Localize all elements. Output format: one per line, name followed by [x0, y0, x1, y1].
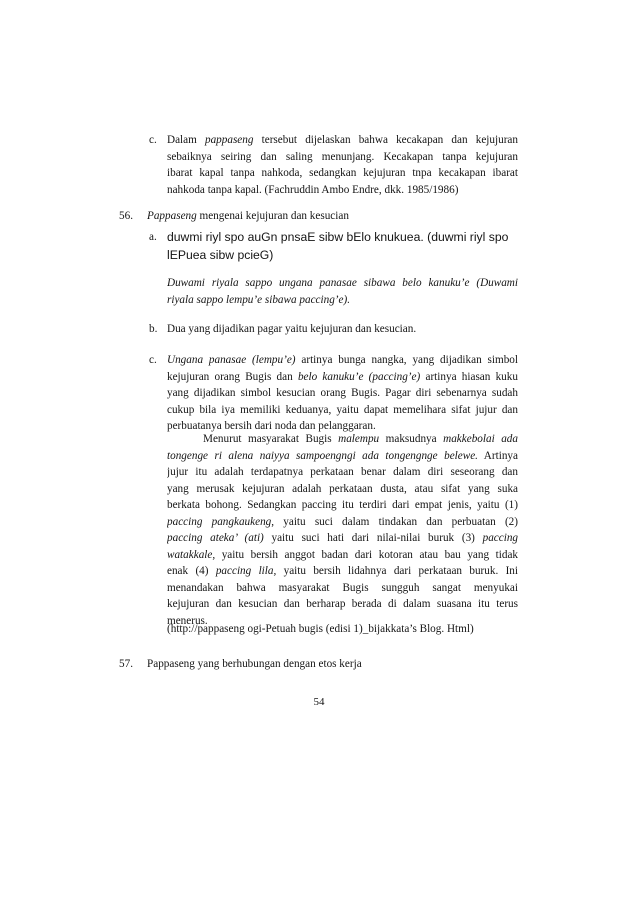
item-56-heading-rest: mengenai kejujuran dan kesucian [196, 210, 349, 222]
text-run: Menurut masyarakat Bugis [203, 433, 339, 445]
item-56c-paragraph-1 [167, 352, 518, 435]
text-line [167, 165, 518, 182]
text-run: menerus. [167, 614, 208, 627]
text-run: tersebut dijelaskan bahwa kecakapan dan kejujuran [253, 134, 518, 146]
text-run: berkata bohong. Sedangkan paccing itu terdiri dari empat jenis, yaitu (1) [167, 499, 518, 511]
text-line [167, 547, 518, 564]
text-line [167, 385, 518, 402]
item-56b-text: Dua yang dijadikan pagar yaitu kejujuran dan kesucian. [167, 323, 417, 335]
italic-text: malempu [338, 433, 380, 445]
page-number: 54 [313, 696, 325, 708]
italic-text: tongenge ri alena naiyya sampoengngi ada tongengnge belewe. [167, 449, 478, 462]
text-line [167, 149, 518, 166]
text-line [167, 132, 518, 149]
bugis-text-line-1: duwmi riyl spo auGn pnsaE sibw bElo knukuea. (duwmi riyl spo [167, 230, 509, 244]
italic-text: Ungana panasae (lempu’e) [167, 354, 296, 366]
text-run: kejujuran dan kesucian dan berharap berada di dalam suasana itu terus [167, 598, 518, 610]
text-run: yang dijadikan simbol kesucian orang Bugis. Pagar diri sebenarnya sudah [167, 387, 518, 399]
text-run: yaitu suci hati dari nilai-nilai buruk (3) [263, 532, 483, 544]
italic-text: paccing [482, 532, 518, 544]
text-run: yaitu bersih anggot badan dari kotoran atau bau yang tidak [215, 548, 518, 561]
text-run: jujur itu adalah terdapatnya perkataan benar dalam diri seseorang dan [167, 466, 518, 478]
italic-text: paccing pangkaukeng [167, 515, 272, 528]
text-line [167, 182, 518, 199]
text-line [167, 563, 518, 580]
text-line [167, 580, 518, 597]
text-run: artinya hiasan kuku [420, 370, 518, 383]
text-run: cukup bila iya memiliki keduanya, yaitu dapat memelihara sifat jujur dan [167, 403, 518, 416]
text-run: nahkoda tanpa kapal. (Fachruddin Ambo Endre, dkk. 1985/1986) [167, 183, 459, 196]
item-56-heading-italic: Pappaseng [147, 210, 197, 222]
text-line [167, 481, 518, 498]
transliteration-paragraph [167, 275, 518, 308]
italic-text: Duwami riyala sappo ungana panasae sibawa belo kanuku’e (Duwami [167, 277, 518, 289]
text-run: , yaitu suci dalam tindakan dan perbuatan (2) [271, 515, 518, 528]
text-run: yaitu bersih lidahnya dari perkataan buruk. Ini [276, 565, 518, 577]
italic-text: pappaseng [204, 134, 254, 146]
item-56c-paragraph-2 [167, 431, 518, 629]
item-57-number: 57. [119, 658, 133, 670]
text-line [167, 464, 518, 481]
italic-text: riyala sappo lempu’e sibawa paccing’e). [167, 293, 351, 306]
text-line [167, 530, 518, 547]
text-line [167, 448, 518, 465]
text-line [167, 369, 518, 386]
item-56a-label: a. [149, 231, 157, 243]
source-citation: (http://pappaseng ogi-Petuah bugis (edisi 1)_bijakkata’s Blog. Html) [167, 623, 474, 635]
text-line [167, 497, 518, 514]
italic-text: makkebolai ada [443, 433, 518, 445]
bugis-text-line-2: lEPuea sibw pcieG) [167, 248, 274, 262]
text-run: artinya bunga nangka, yang dijadikan simbol [295, 354, 518, 366]
italic-text: belo kanuku’e (paccing’e) [297, 370, 421, 383]
item-56c-label: c. [149, 354, 157, 366]
item-56-number: 56. [119, 210, 133, 222]
text-line [167, 596, 518, 613]
text-run: perbuatanya bersih dari noda dan pelanggaran. [167, 420, 376, 432]
text-line [167, 292, 518, 309]
italic-text: paccing ateka’ (ati) [167, 532, 264, 544]
text-run: enak (4) [167, 565, 216, 577]
text-line [167, 402, 518, 419]
item-c-paragraph [167, 132, 518, 198]
italic-text: paccing lila, [215, 565, 277, 577]
text-run: Dalam [167, 134, 205, 146]
text-run: kejujuran orang Bugis dan [167, 370, 298, 383]
text-run: menandakan bahwa masyarakat Bugis sungguh sangat menyukai [167, 581, 518, 594]
italic-text: watakkale, [167, 548, 216, 561]
text-run: Artinya [477, 449, 518, 462]
item-c-label: c. [149, 134, 157, 146]
text-run: maksudnya [379, 433, 444, 445]
text-line [167, 275, 518, 292]
text-run: yang merusak kejujuran adalah perkataan dusta, atau sifat yang suka [167, 482, 518, 495]
item-56-heading [147, 208, 349, 225]
text-line [167, 514, 518, 531]
text-line [167, 352, 518, 369]
item-57-heading: Pappaseng yang berhubungan dengan etos kerja [147, 658, 362, 670]
text-line [167, 431, 518, 448]
item-56b-label: b. [149, 323, 158, 335]
text-run: ibarat kapal tanpa nahkoda, sedangkan kejujuran tnpa kecakapan ibarat [167, 167, 518, 179]
text-run: sebaiknya seiring dan saling menunjang. Kecakapan tanpa kejujuran [167, 150, 518, 163]
